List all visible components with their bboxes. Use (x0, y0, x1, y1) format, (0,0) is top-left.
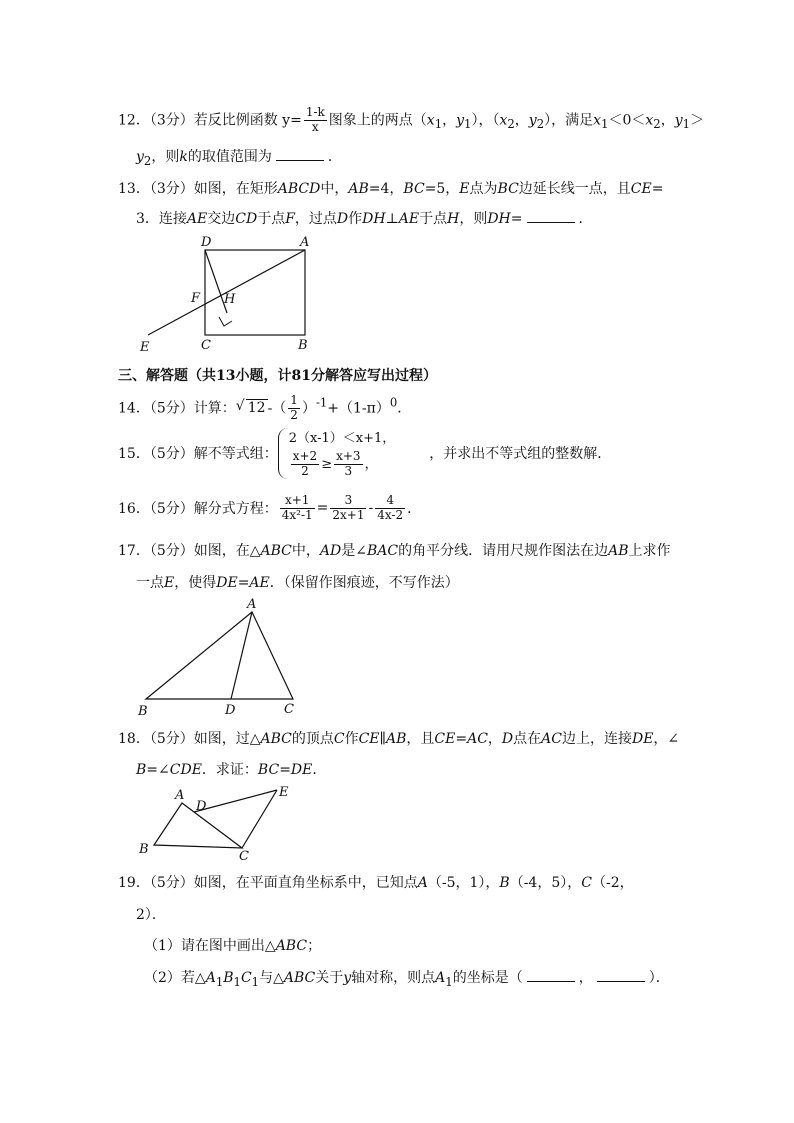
q17-label-b: B (138, 704, 148, 719)
q13-t15: ． (578, 211, 593, 227)
q14-end: ． (397, 400, 412, 417)
q14-frac-num: 1 (290, 393, 298, 407)
q12-s3: 2 (507, 117, 515, 132)
question-16 (118, 494, 421, 523)
q13-ae2: AE (398, 211, 420, 227)
q12-line2-s: 2 (143, 153, 152, 168)
q12-cond-s3: 1 (682, 117, 691, 132)
q14-close: ） (301, 400, 316, 417)
q17-ae: AE (249, 575, 270, 591)
q19-p1abc: ABC (275, 938, 308, 954)
question-15 (118, 428, 611, 479)
q15-f1d: 2 (301, 463, 309, 478)
question-18-line2 (136, 759, 326, 779)
q15-l2-end: ， (364, 456, 378, 472)
q17-label-a: A (247, 597, 257, 612)
question-14 (118, 394, 411, 423)
q12-line2-y2: y (136, 149, 144, 165)
q12-cond-s1: 1 (601, 117, 609, 132)
q13-l2a: 3．连接 (136, 211, 187, 227)
q16-f2n: 3 (330, 494, 366, 509)
q15-inequality-2 (289, 450, 396, 479)
q15-prefix: 15．（5分）解不等式组： (118, 446, 278, 463)
q18-ce: CE (358, 731, 380, 747)
section-3-heading: 三、解答题（共13小题，计81分解答应写出过程） (118, 368, 437, 384)
q16-frac2 (330, 494, 366, 523)
q16-eq: = (316, 500, 329, 517)
q19-p1a: （1）请在图中画出△ (144, 938, 276, 954)
q18-l1h: 点在 (513, 731, 542, 747)
q13-label-c: C (201, 338, 211, 353)
q17-bisector-ad (231, 612, 252, 699)
q12-x2: x (499, 112, 508, 129)
q16-prefix: 16．（5分）解分式方程： (118, 501, 278, 518)
q13-t6: = (651, 181, 664, 197)
q12-text-a: 图象上的两点（ (328, 112, 427, 129)
q12-line2-text: ，则 (151, 149, 180, 165)
question-13-line1 (118, 178, 663, 198)
q13-answer-blank[interactable] (527, 210, 575, 223)
q12-y1: y (456, 112, 465, 129)
q18-label-e: E (279, 785, 289, 800)
q18-l2a: B (136, 762, 147, 778)
q12-s2: 1 (464, 117, 472, 132)
q16-frac1 (280, 494, 315, 523)
q19-p2a: （2）若△ (144, 970, 206, 986)
q13-h: H (447, 211, 460, 227)
q18-label-c: C (239, 849, 249, 864)
question-12-line2 (136, 146, 342, 168)
q13-t13: ，则 (459, 211, 488, 227)
q15-frac1 (291, 450, 319, 479)
q12-cond-comma: ， (660, 112, 675, 129)
q16-f1d: 4x²-1 (281, 507, 313, 522)
q19-l1a: 19．（5分）如图，在平面直角坐标系中，已知点 (118, 875, 418, 891)
q12-cond-y1: y (674, 112, 683, 129)
q13-label-a: A (300, 235, 310, 250)
q13-ab: AB (348, 181, 369, 197)
q17-l2c: = (237, 575, 250, 591)
q14-fraction (288, 394, 300, 423)
q14-minus: -（ (267, 400, 287, 417)
q18-l1e: ，且 (406, 731, 435, 747)
q18-l2c: ．求证： (201, 762, 258, 778)
q12-s4: 2 (536, 117, 545, 132)
q14-sqrt (236, 400, 268, 416)
q13-label-b: B (298, 338, 308, 353)
question-19-part1 (144, 935, 321, 955)
q17-label-c: C (284, 702, 294, 717)
q19-c1: C (240, 970, 252, 986)
question-19-line2: 2）． (136, 907, 166, 923)
q14-radicand: 12 (247, 400, 266, 417)
q16-f2d: 2x+1 (332, 507, 365, 522)
q13-label-e: E (140, 340, 150, 355)
q19-p2b: 与△ (259, 970, 284, 986)
q19-l1d: （-2， (591, 875, 634, 891)
q16-f1n: x+1 (280, 494, 315, 509)
q19-a1b: A (435, 970, 446, 986)
q18-figure (132, 782, 302, 864)
q12-s1: 1 (434, 117, 443, 132)
q19-b: B (499, 875, 510, 891)
q12-cond-x1: x (593, 112, 602, 129)
q17-l2d: ．（保留作图痕迹，不写作法） (269, 575, 459, 591)
q17-l1d: 的角平分线．请用尺规作图法在边 (398, 543, 609, 559)
q19-b1: B (223, 970, 234, 986)
q13-t5: 边延长线一点，且 (518, 181, 631, 197)
q13-t2: =4， (368, 181, 404, 197)
q15-geq: ≥ (321, 456, 333, 472)
q12-cond-s2: 2 (653, 117, 661, 132)
q15-f1n: x+2 (292, 449, 318, 463)
q19-p2c: 关于 (315, 970, 344, 986)
q19-p2d: 轴对称，则点 (351, 970, 436, 986)
q16-frac3 (375, 494, 405, 523)
q14-exp1: -1 (315, 395, 328, 410)
q17-label-d: D (225, 703, 236, 718)
q19-s3: 1 (251, 974, 260, 989)
q15-inequality-1: 2（x-1）＜x+1， (288, 431, 396, 446)
q19-p2g: ）． (648, 970, 670, 986)
q13-t1: 中， (320, 181, 349, 197)
q14-exp2: 0 (389, 395, 398, 410)
q13-t7: 交边 (207, 211, 236, 227)
q18-label-d: D (196, 799, 207, 814)
q12-line2-k: k (179, 149, 188, 165)
question-17-line2 (136, 572, 459, 592)
q18-ac: AC (467, 731, 488, 747)
q17-de: DE (216, 575, 238, 591)
q16-f3n: 4 (375, 494, 405, 509)
q17-ab: AB (608, 543, 629, 559)
q19-answer-blank-y[interactable] (597, 969, 645, 982)
q18-label-a: A (175, 788, 185, 803)
q13-cd: CD (235, 211, 258, 227)
q18-l1i: 边上，连接 (561, 731, 632, 747)
q18-l1c: 作 (344, 731, 359, 747)
q12-comma2: ， (514, 112, 529, 129)
q17-abc: ABC (260, 543, 292, 559)
question-17-line1 (118, 540, 670, 560)
q12-frac-num: 1-k (305, 105, 325, 119)
q13-label-f: F (191, 291, 201, 306)
q13-figure (130, 230, 330, 355)
question-13-line2 (136, 208, 593, 228)
q18-l2e: ． (312, 762, 327, 778)
q16-f3d: 4x-2 (377, 507, 404, 522)
q12-text-b: ），（ (471, 112, 500, 129)
q19-s2: 1 (233, 974, 241, 989)
q13-l1: 13．（3分）如图，在矩形 (118, 181, 278, 197)
q17-ad: AD (319, 543, 342, 559)
q13-t4: 点为 (469, 181, 498, 197)
q13-dh2: DH (487, 211, 511, 227)
q12-line2-text2: 的取值范围为 (187, 149, 272, 165)
q15-suffix: ，并求出不等式组的整数解． (429, 446, 612, 463)
q19-l1c: （-4，5）， (509, 875, 582, 891)
q12-text-c: ），满足 (544, 112, 594, 129)
q19-s1: 1 (215, 974, 224, 989)
q12-x1: x (426, 112, 435, 129)
q18-c: C (333, 731, 345, 747)
question-18-line1 (118, 728, 679, 748)
q12-fraction (304, 106, 327, 135)
q13-t10: 作 (348, 211, 363, 227)
q18-cde: CDE (169, 762, 202, 778)
q12-answer-blank[interactable] (276, 148, 324, 161)
q17-figure (132, 595, 312, 720)
q13-t12: 于点 (419, 211, 448, 227)
q18-bc: BC (257, 762, 280, 778)
q19-l1b: （-5，1）， (427, 875, 500, 891)
q13-f: F (285, 211, 295, 227)
q13-t9: ，过点 (294, 211, 337, 227)
q19-a: A (417, 875, 428, 891)
q17-e: E (164, 575, 175, 591)
q18-l1g: ， (487, 731, 502, 747)
q18-label-b: B (139, 842, 149, 857)
q14-prefix: 14．（5分）计算： (118, 400, 236, 417)
q17-l2b: ，使得 (174, 575, 217, 591)
q12-comma1: ， (442, 112, 457, 129)
q15-f2n: x+3 (336, 449, 361, 463)
q17-bac: BAC (366, 543, 399, 559)
q13-t14: = (510, 211, 523, 227)
q18-de2: DE (290, 762, 313, 778)
q15-system (278, 428, 396, 479)
q18-l1f: = (455, 731, 468, 747)
q15-frac2 (334, 450, 362, 479)
q18-ac2: AC (541, 731, 562, 747)
q13-label-d: D (201, 235, 212, 250)
q13-t3: =5， (424, 181, 460, 197)
q12-frac-den: x (311, 119, 319, 134)
q18-l2d: = (279, 762, 291, 778)
q17-l1a: 17．（5分）如图，在△ (118, 543, 261, 559)
q18-de: DE (631, 731, 654, 747)
q13-bc: BC (403, 181, 425, 197)
q17-l1b: 中， (291, 543, 320, 559)
q19-p2abc: ABC (283, 970, 316, 986)
q12-cond-x2: x (645, 112, 654, 129)
q14-plus: +（1-π） (327, 400, 390, 417)
q19-answer-blank-x[interactable] (527, 969, 575, 982)
q17-l2a: 一点 (136, 575, 164, 591)
q15-f2d: 3 (344, 463, 353, 478)
q18-l1j: ，∠ (653, 731, 680, 747)
q19-c: C (581, 875, 592, 891)
q18-d: D (501, 731, 514, 747)
q12-line2-end: ． (327, 149, 342, 165)
q19-y: y (343, 970, 352, 986)
q16-end: ． (407, 501, 422, 518)
q19-p2e: 的坐标是（ (452, 970, 523, 986)
q13-ae: AE (186, 211, 208, 227)
q13-t11: ⊥ (385, 211, 399, 227)
q12-y2: y (528, 112, 537, 129)
q13-right-angle (219, 317, 232, 326)
q18-line-de (194, 790, 277, 812)
question-19-part2 (144, 967, 670, 989)
q13-abcd: ABCD (277, 181, 321, 197)
q16-minus: - (368, 500, 374, 517)
q14-frac-den: 2 (290, 407, 298, 422)
question-12-line1 (118, 106, 704, 135)
q18-l1b: 的顶点 (291, 731, 334, 747)
q12-prefix: 12．（3分）若反比例函数 y= (118, 112, 302, 129)
q17-l1c: 是∠ (341, 543, 367, 559)
q18-abc: ABC (260, 731, 292, 747)
q13-label-h: H (224, 292, 236, 307)
q13-ce: CE (630, 181, 652, 197)
q19-p2f: ， (578, 970, 593, 986)
q18-ab: AB (386, 731, 407, 747)
q17-triangle (146, 612, 293, 699)
q13-dh: DH (362, 211, 386, 227)
q18-l2b: =∠ (146, 762, 170, 778)
q13-bc2: BC (497, 181, 519, 197)
q13-t8: 于点 (257, 211, 286, 227)
q18-l1a: 18．（5分）如图，过△ (118, 731, 261, 747)
q19-s4: 1 (445, 974, 453, 989)
question-19-line1 (118, 872, 634, 892)
q18-line-ce (242, 790, 277, 848)
q12-cond-lt: ＜0＜ (608, 112, 646, 129)
q18-ce2: CE (434, 731, 456, 747)
q18-l1d: ∥ (379, 731, 386, 747)
q12-cond-gt: ＞ (690, 112, 705, 129)
q19-a1: A (205, 970, 216, 986)
q19-p1b: ； (307, 938, 322, 954)
q13-e: E (459, 181, 470, 197)
q17-l1e: 上求作 (628, 543, 671, 559)
q13-d: D (336, 211, 349, 227)
